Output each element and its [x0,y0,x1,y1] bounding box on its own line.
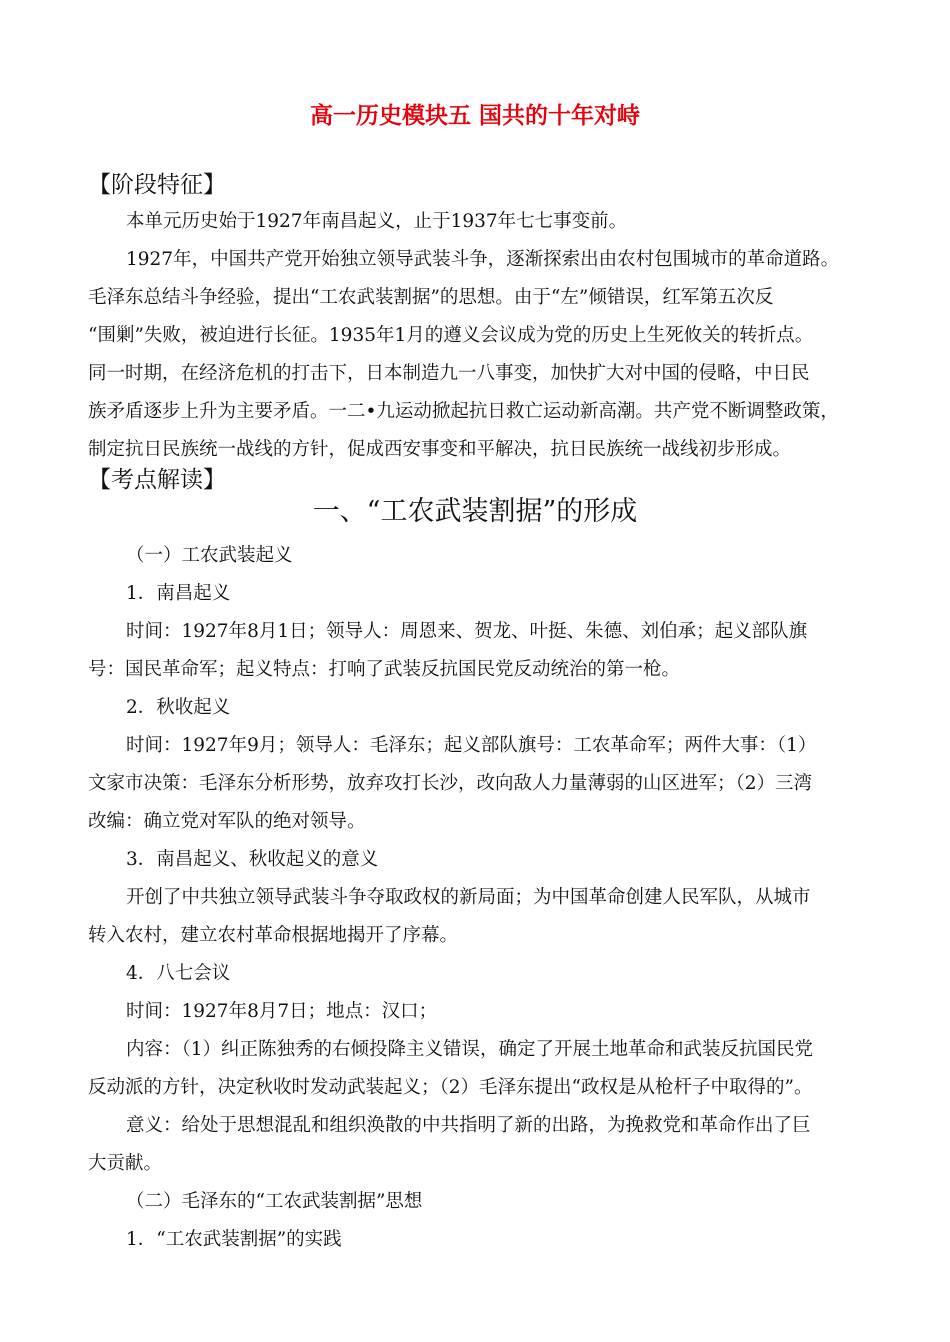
item-heading: 1．“工农武装割据”的实践 [126,1229,342,1250]
item-heading: 3．南昌起义、秋收起义的意义 [126,849,379,870]
body-line: 转入农村，建立农村革命根据地揭开了序幕。 [88,925,459,946]
body-line: 时间：1927年9月；领导人：毛泽东；起义部队旗号：工农革命军；两件大事：（1） [126,735,817,756]
stage-paragraph-line: 同一时期，在经济危机的打击下，日本制造九一八事变，加快扩大对中国的侵略，中日民 [88,363,810,384]
subsection-heading: （一）工农武装起义 [126,545,293,566]
body-line: 内容：（1）纠正陈独秀的右倾投降主义错误，确定了开展土地革命和武装反抗国民党 [126,1039,814,1060]
body-line: 时间：1927年8月1日；领导人：周恩来、贺龙、叶挺、朱德、刘伯承；起义部队旗 [126,621,808,642]
stage-paragraph-line: 1927年，中国共产党开始独立领导武装斗争，逐渐探索出由农村包围城市的革命道路。 [126,249,840,270]
body-line: 改编：确立党对军队的绝对领导。 [88,811,366,832]
body-line: 开创了中共独立领导武装斗争夺取政权的新局面；为中国革命创建人民军队，从城市 [126,887,811,908]
item-heading: 2．秋收起义 [126,697,231,718]
chapter-heading: 一、“工农武装割据”的形成 [312,496,638,527]
body-line: 反动派的方针，决定秋收时发动武装起义；（2）毛泽东提出“政权是从枪杆子中取得的”。 [88,1077,813,1098]
body-line: 时间：1927年8月7日；地点：汉口； [126,1001,438,1022]
stage-paragraph-line: 毛泽东总结斗争经验，提出“工农武装割据”的思想。由于“左”倾错误，红军第五次反 [88,287,774,308]
document-title: 高一历史模块五 国共的十年对峙 [309,102,640,129]
body-line: 号：国民革命军；起义特点：打响了武装反抗国民党反动统治的第一枪。 [88,659,681,680]
body-line: 大贡献。 [88,1153,163,1174]
stage-paragraph-line: 族矛盾逐步上升为主要矛盾。一二•九运动掀起抗日救亡运动新高潮。共产党不断调整政策， [88,401,839,422]
body-line: 文家市决策：毛泽东分析形势，放弃攻打长沙，改向敌人力量薄弱的山区进军；（2）三湾 [88,773,813,794]
item-heading: 4．八七会议 [126,963,231,984]
stage-paragraph-line: “围剿”失败，被迫进行长征。1935年1月的遵义会议成为党的历史上生死攸关的转折点。 [88,325,814,346]
section-stage-heading: 【阶段特征】 [88,172,226,198]
stage-paragraph-line: 制定抗日民族统一战线的方针，促成西安事变和平解决，抗日民族统一战线初步形成。 [88,439,792,460]
section-points-heading: 【考点解读】 [88,467,226,493]
stage-paragraph-line: 本单元历史始于1927年南昌起义，止于1937年七七事变前。 [126,211,628,232]
item-heading: 1．南昌起义 [126,583,231,604]
subsection-heading: （二）毛泽东的“工农武装割据”思想 [126,1191,423,1212]
body-line: 意义：给处于思想混乱和组织涣散的中共指明了新的出路，为挽救党和革命作出了巨 [126,1115,811,1136]
